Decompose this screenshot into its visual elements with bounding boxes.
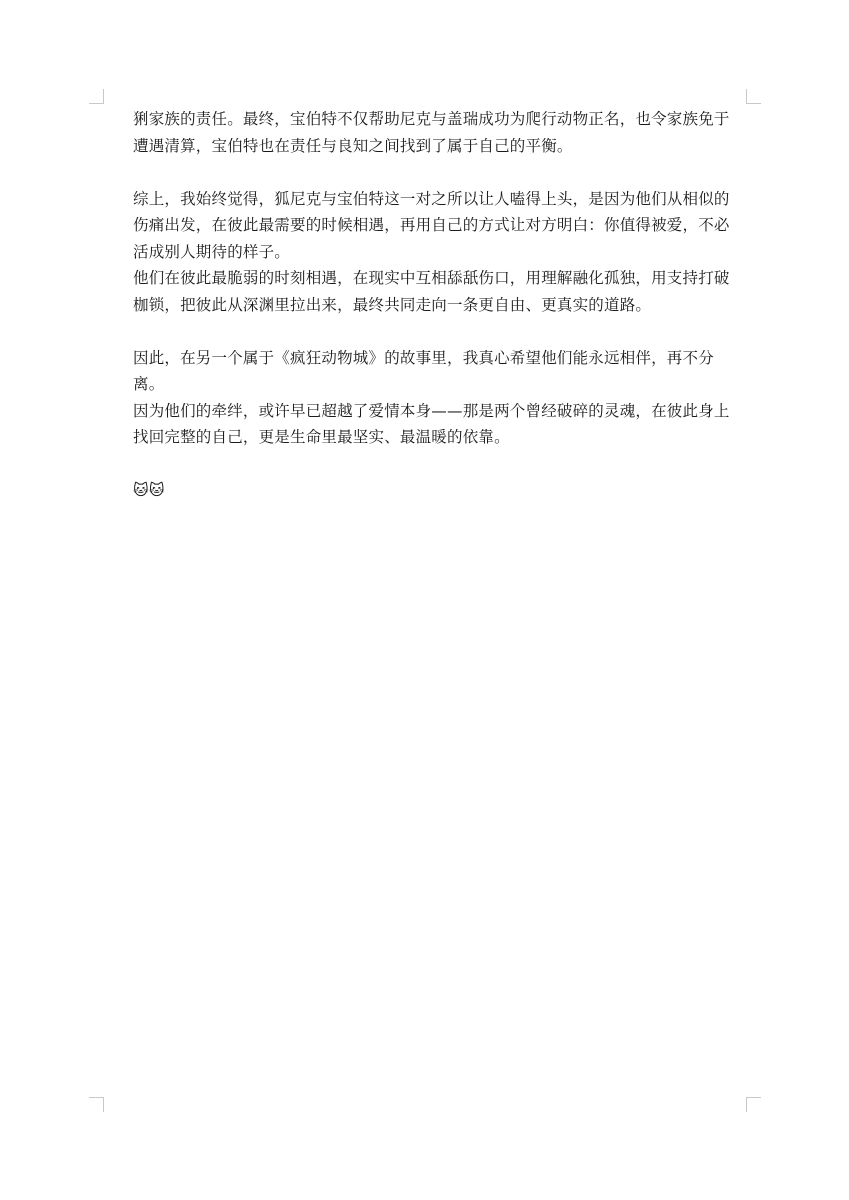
paragraph-3: 他们在彼此最脆弱的时刻相遇，在现实中互相舔舐伤口，用理解融化孤独，用支持打破枷锁，把彼此从深渊里拉出来，最终共同走向一条更自由、更真实的道路。 — [133, 269, 730, 314]
paragraph-gap — [133, 451, 743, 478]
document-body — [133, 106, 743, 504]
corner-mark-bottom-left — [89, 1097, 104, 1112]
paragraph-gap — [133, 159, 743, 186]
corner-mark-top-right — [746, 89, 761, 104]
paragraph-1: 猁家族的责任。最终，宝伯特不仅帮助尼克与盖瑞成功为爬行动物正名，也令家族免于遭遇清算，宝伯特也在责任与良知之间找到了属于自己的平衡。 — [133, 110, 730, 155]
paragraph-2: 综上，我始终觉得，狐尼克与宝伯特这一对之所以让人嗑得上头，是因为他们从相似的伤痛出发，在彼此最需要的时候相遇，再用自己的方式让对方明白：你值得被爱，不必活成别人期待的样子。 — [133, 189, 730, 261]
corner-mark-top-left — [89, 89, 104, 104]
paragraph-4: 因此，在另一个属于《疯狂动物城》的故事里，我真心希望他们能永远相伴，再不分离。 — [133, 348, 714, 393]
cat-emoji-line: 🐱🐱 — [133, 481, 165, 499]
corner-mark-bottom-right — [746, 1097, 761, 1112]
paragraph-gap — [133, 318, 743, 345]
paragraph-5: 因为他们的牵绊，或许早已超越了爱情本身——那是两个曾经破碎的灵魂，在彼此身上找回完整的自己，更是生命里最坚实、最温暖的依靠。 — [133, 401, 730, 446]
